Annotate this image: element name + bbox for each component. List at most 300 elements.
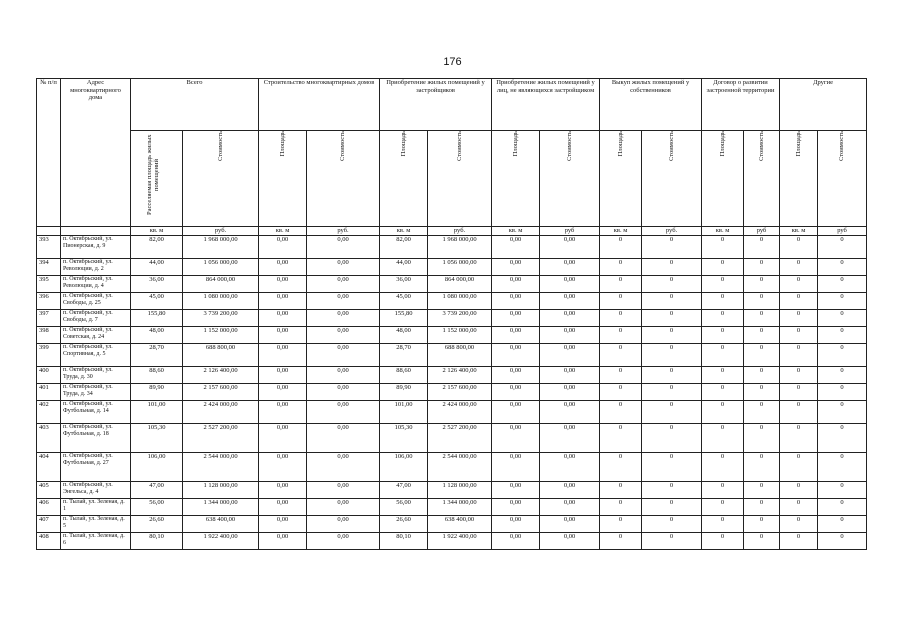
row-cost: 638 400,00: [183, 516, 259, 533]
row-construction-cost: 0,00: [307, 367, 380, 384]
unit-cell: кв. м: [780, 227, 818, 236]
row-cost: 688 800,00: [183, 344, 259, 367]
row-other-purchase-area: 0,00: [492, 453, 540, 482]
row-contract-area: 0: [702, 276, 744, 293]
row-purchase-cost: 1 056 000,00: [428, 259, 492, 276]
row-other-cost: 0: [818, 424, 867, 453]
subheader-cost: Стоимость: [339, 131, 347, 161]
row-other-cost: 0: [818, 453, 867, 482]
row-buyout-area: 0: [600, 424, 642, 453]
row-address: п. Тылай, ул. Зеленая, д. 1: [61, 499, 131, 516]
row-other-purchase-cost: 0,00: [540, 344, 600, 367]
row-area: 36,00: [131, 276, 183, 293]
row-address: п. Октябрьский, ул. Спортивная, д. 5: [61, 344, 131, 367]
row-other-area: 0: [780, 401, 818, 424]
subheader-area: Площадь: [278, 131, 286, 157]
row-other-cost: 0: [818, 499, 867, 516]
row-purchase-area: 155,80: [380, 310, 428, 327]
row-purchase-cost: 1 152 000,00: [428, 327, 492, 344]
row-other-cost: 0: [818, 293, 867, 310]
row-construction-cost: 0,00: [307, 499, 380, 516]
row-buyout-cost: 0: [642, 367, 702, 384]
row-cost: 1 080 000,00: [183, 293, 259, 310]
row-buyout-area: 0: [600, 310, 642, 327]
header-purchase-developer: Приобретение жилых помещений у застройщиков: [380, 79, 492, 131]
row-contract-area: 0: [702, 516, 744, 533]
row-contract-area: 0: [702, 367, 744, 384]
row-buyout-area: 0: [600, 293, 642, 310]
row-contract-cost: 0: [744, 259, 780, 276]
row-contract-cost: 0: [744, 293, 780, 310]
row-other-area: 0: [780, 482, 818, 499]
row-other-cost: 0: [818, 401, 867, 424]
row-area: 26,60: [131, 516, 183, 533]
row-contract-cost: 0: [744, 384, 780, 401]
row-other-cost: 0: [818, 516, 867, 533]
row-area: 80,10: [131, 533, 183, 550]
row-other-cost: 0: [818, 276, 867, 293]
row-contract-cost: 0: [744, 424, 780, 453]
row-buyout-area: 0: [600, 499, 642, 516]
row-contract-cost: 0: [744, 482, 780, 499]
row-address: п. Октябрьский, ул. Свободы, д. 7: [61, 310, 131, 327]
row-contract-area: 0: [702, 482, 744, 499]
row-number: 396: [37, 293, 61, 310]
table-row: [37, 533, 867, 550]
unit-cell: кв. м: [492, 227, 540, 236]
row-number: 399: [37, 344, 61, 367]
row-contract-cost: 0: [744, 499, 780, 516]
row-other-area: 0: [780, 384, 818, 401]
row-area: 105,30: [131, 424, 183, 453]
row-number: 403: [37, 424, 61, 453]
row-contract-area: 0: [702, 384, 744, 401]
subheader-area-resettled: Расселяемая площадь жилых помещений: [145, 134, 160, 216]
subheader-cost: Стоимость: [757, 131, 765, 161]
row-contract-cost: 0: [744, 533, 780, 550]
row-construction-area: 0,00: [259, 453, 307, 482]
table-row: [37, 276, 867, 293]
row-buyout-area: 0: [600, 482, 642, 499]
unit-cell: кв. м: [702, 227, 744, 236]
row-contract-area: 0: [702, 453, 744, 482]
row-contract-area: 0: [702, 236, 744, 259]
row-number: 395: [37, 276, 61, 293]
row-buyout-cost: 0: [642, 384, 702, 401]
row-construction-area: 0,00: [259, 310, 307, 327]
row-number: 393: [37, 236, 61, 259]
row-other-purchase-area: 0,00: [492, 236, 540, 259]
row-number: 400: [37, 367, 61, 384]
unit-cell: кв. м: [600, 227, 642, 236]
row-area: 56,00: [131, 499, 183, 516]
row-cost: 1 128 000,00: [183, 482, 259, 499]
row-construction-area: 0,00: [259, 327, 307, 344]
row-cost: 864 000,00: [183, 276, 259, 293]
row-construction-cost: 0,00: [307, 327, 380, 344]
row-buyout-cost: 0: [642, 453, 702, 482]
row-purchase-area: 80,10: [380, 533, 428, 550]
row-contract-area: 0: [702, 499, 744, 516]
row-address: п. Октябрьский, ул. Революции, д. 4: [61, 276, 131, 293]
unit-cell: руб.: [183, 227, 259, 236]
row-other-area: 0: [780, 259, 818, 276]
row-other-purchase-area: 0,00: [492, 516, 540, 533]
row-purchase-cost: 638 400,00: [428, 516, 492, 533]
row-other-purchase-area: 0,00: [492, 310, 540, 327]
subheader-area: Площадь: [794, 131, 802, 157]
row-buyout-area: 0: [600, 401, 642, 424]
row-contract-cost: 0: [744, 276, 780, 293]
unit-cell: руб.: [428, 227, 492, 236]
table-row: [37, 499, 867, 516]
row-buyout-cost: 0: [642, 499, 702, 516]
row-contract-cost: 0: [744, 367, 780, 384]
subheader-area: Площадь: [399, 131, 407, 157]
row-buyout-cost: 0: [642, 482, 702, 499]
row-purchase-area: 47,00: [380, 482, 428, 499]
row-purchase-area: 28,70: [380, 344, 428, 367]
row-area: 48,00: [131, 327, 183, 344]
unit-cell: руб: [540, 227, 600, 236]
table-row: [37, 367, 867, 384]
row-area: 28,70: [131, 344, 183, 367]
row-other-cost: 0: [818, 327, 867, 344]
row-construction-area: 0,00: [259, 276, 307, 293]
row-construction-area: 0,00: [259, 516, 307, 533]
row-contract-area: 0: [702, 259, 744, 276]
row-construction-cost: 0,00: [307, 259, 380, 276]
row-purchase-area: 101,00: [380, 401, 428, 424]
row-address: п. Октябрьский, ул. Футбольная, д. 18: [61, 424, 131, 453]
row-other-purchase-cost: 0,00: [540, 293, 600, 310]
row-other-area: 0: [780, 533, 818, 550]
row-address: п. Тылай, ул. Зеленая, д. 5: [61, 516, 131, 533]
table-row: [37, 516, 867, 533]
row-other-purchase-cost: 0,00: [540, 482, 600, 499]
row-number: 402: [37, 401, 61, 424]
row-other-purchase-area: 0,00: [492, 482, 540, 499]
row-buyout-cost: 0: [642, 533, 702, 550]
row-cost: 1 344 000,00: [183, 499, 259, 516]
row-contract-area: 0: [702, 310, 744, 327]
row-other-area: 0: [780, 453, 818, 482]
table-row: [37, 482, 867, 499]
row-address: п. Октябрьский, ул. Энгельса, д. 4: [61, 482, 131, 499]
row-other-cost: 0: [818, 236, 867, 259]
row-contract-area: 0: [702, 327, 744, 344]
row-purchase-cost: 2 424 000,00: [428, 401, 492, 424]
table-row: [37, 293, 867, 310]
row-number: 405: [37, 482, 61, 499]
table-row: [37, 424, 867, 453]
row-number: 407: [37, 516, 61, 533]
row-construction-area: 0,00: [259, 499, 307, 516]
row-other-cost: 0: [818, 344, 867, 367]
subheader-cost: Стоимость: [838, 131, 846, 161]
subheader-cost: Стоимость: [667, 131, 675, 161]
row-buyout-cost: 0: [642, 259, 702, 276]
row-buyout-area: 0: [600, 344, 642, 367]
row-other-purchase-area: 0,00: [492, 367, 540, 384]
row-contract-area: 0: [702, 424, 744, 453]
table-row: [37, 344, 867, 367]
row-purchase-cost: 1 128 000,00: [428, 482, 492, 499]
subheader-area: Площадь: [718, 131, 726, 157]
row-other-area: 0: [780, 293, 818, 310]
row-buyout-cost: 0: [642, 401, 702, 424]
row-contract-cost: 0: [744, 310, 780, 327]
row-other-area: 0: [780, 344, 818, 367]
row-other-purchase-area: 0,00: [492, 424, 540, 453]
row-construction-area: 0,00: [259, 259, 307, 276]
row-buyout-area: 0: [600, 516, 642, 533]
row-buyout-cost: 0: [642, 310, 702, 327]
row-purchase-area: 105,30: [380, 424, 428, 453]
row-number: 394: [37, 259, 61, 276]
row-purchase-area: 26,60: [380, 516, 428, 533]
row-other-purchase-cost: 0,00: [540, 453, 600, 482]
header-total: Всего: [131, 79, 259, 131]
row-area: 88,60: [131, 367, 183, 384]
row-cost: 2 424 000,00: [183, 401, 259, 424]
page-number: 176: [443, 56, 462, 68]
header-other: Другие: [780, 79, 867, 131]
table-row: [37, 259, 867, 276]
row-construction-cost: 0,00: [307, 482, 380, 499]
row-buyout-cost: 0: [642, 236, 702, 259]
row-purchase-area: 88,60: [380, 367, 428, 384]
row-purchase-area: 89,90: [380, 384, 428, 401]
row-construction-cost: 0,00: [307, 424, 380, 453]
row-construction-cost: 0,00: [307, 236, 380, 259]
row-construction-area: 0,00: [259, 344, 307, 367]
resettlement-table: [36, 78, 867, 550]
row-other-purchase-cost: 0,00: [540, 499, 600, 516]
row-other-cost: 0: [818, 310, 867, 327]
row-buyout-cost: 0: [642, 424, 702, 453]
row-number: 406: [37, 499, 61, 516]
row-other-purchase-area: 0,00: [492, 327, 540, 344]
subheader-area: Площадь: [616, 131, 624, 157]
row-construction-area: 0,00: [259, 367, 307, 384]
row-construction-cost: 0,00: [307, 293, 380, 310]
row-other-purchase-area: 0,00: [492, 344, 540, 367]
row-buyout-area: 0: [600, 327, 642, 344]
row-purchase-cost: 1 922 400,00: [428, 533, 492, 550]
row-purchase-cost: 864 000,00: [428, 276, 492, 293]
row-other-purchase-cost: 0,00: [540, 327, 600, 344]
row-other-area: 0: [780, 327, 818, 344]
row-area: 155,80: [131, 310, 183, 327]
row-number: 401: [37, 384, 61, 401]
row-other-purchase-area: 0,00: [492, 401, 540, 424]
table-row: [37, 401, 867, 424]
row-contract-cost: 0: [744, 327, 780, 344]
row-buyout-area: 0: [600, 276, 642, 293]
row-purchase-cost: 2 527 200,00: [428, 424, 492, 453]
row-address: п. Октябрьский, ул. Революции, д. 2: [61, 259, 131, 276]
row-buyout-cost: 0: [642, 276, 702, 293]
row-construction-cost: 0,00: [307, 533, 380, 550]
row-address: п. Октябрьский, ул. Футбольная, д. 14: [61, 401, 131, 424]
row-construction-cost: 0,00: [307, 276, 380, 293]
unit-cell: руб: [818, 227, 867, 236]
row-contract-area: 0: [702, 344, 744, 367]
row-address: п. Октябрьский, ул. Советская, д. 24: [61, 327, 131, 344]
row-buyout-cost: 0: [642, 293, 702, 310]
row-other-area: 0: [780, 276, 818, 293]
row-other-purchase-cost: 0,00: [540, 259, 600, 276]
row-other-purchase-area: 0,00: [492, 384, 540, 401]
row-other-purchase-area: 0,00: [492, 293, 540, 310]
row-construction-cost: 0,00: [307, 516, 380, 533]
row-other-cost: 0: [818, 482, 867, 499]
header-address: Адрес многоквартирного дома: [61, 79, 131, 227]
row-other-area: 0: [780, 310, 818, 327]
row-purchase-area: 45,00: [380, 293, 428, 310]
row-purchase-area: 82,00: [380, 236, 428, 259]
row-other-area: 0: [780, 516, 818, 533]
row-purchase-cost: 2 126 400,00: [428, 367, 492, 384]
subheader-area: Площадь: [511, 131, 519, 157]
row-contract-area: 0: [702, 293, 744, 310]
row-cost: 3 739 200,00: [183, 310, 259, 327]
row-contract-cost: 0: [744, 453, 780, 482]
row-purchase-area: 48,00: [380, 327, 428, 344]
row-cost: 2 157 600,00: [183, 384, 259, 401]
row-buyout-cost: 0: [642, 344, 702, 367]
row-buyout-area: 0: [600, 453, 642, 482]
row-purchase-cost: 1 968 000,00: [428, 236, 492, 259]
table-row: [37, 453, 867, 482]
row-other-purchase-area: 0,00: [492, 276, 540, 293]
row-construction-area: 0,00: [259, 236, 307, 259]
row-cost: 2 544 000,00: [183, 453, 259, 482]
row-other-purchase-cost: 0,00: [540, 424, 600, 453]
row-cost: 2 126 400,00: [183, 367, 259, 384]
header-purchase-other: Приобретение жилых помещений у лиц, не являющихся застройщиком: [492, 79, 600, 131]
row-purchase-area: 106,00: [380, 453, 428, 482]
row-other-purchase-cost: 0,00: [540, 516, 600, 533]
row-construction-cost: 0,00: [307, 344, 380, 367]
row-other-purchase-cost: 0,00: [540, 367, 600, 384]
header-contract: Договор о развитии застроенной территории: [702, 79, 780, 131]
row-address: п. Октябрьский, ул. Труда, д. 30: [61, 367, 131, 384]
row-contract-cost: 0: [744, 516, 780, 533]
unit-cell: руб.: [642, 227, 702, 236]
row-number: 398: [37, 327, 61, 344]
row-purchase-cost: 3 739 200,00: [428, 310, 492, 327]
row-buyout-cost: 0: [642, 516, 702, 533]
row-purchase-area: 44,00: [380, 259, 428, 276]
row-buyout-area: 0: [600, 384, 642, 401]
row-purchase-cost: 2 544 000,00: [428, 453, 492, 482]
row-address: п. Октябрьский, ул. Пионерская, д. 9: [61, 236, 131, 259]
row-construction-cost: 0,00: [307, 401, 380, 424]
row-construction-area: 0,00: [259, 424, 307, 453]
row-construction-area: 0,00: [259, 293, 307, 310]
row-cost: 1 968 000,00: [183, 236, 259, 259]
row-contract-area: 0: [702, 533, 744, 550]
row-other-purchase-cost: 0,00: [540, 533, 600, 550]
row-contract-cost: 0: [744, 236, 780, 259]
table-row: [37, 310, 867, 327]
row-purchase-cost: 1 344 000,00: [428, 499, 492, 516]
row-cost: 1 922 400,00: [183, 533, 259, 550]
row-construction-area: 0,00: [259, 384, 307, 401]
row-other-cost: 0: [818, 367, 867, 384]
row-buyout-area: 0: [600, 533, 642, 550]
row-construction-area: 0,00: [259, 482, 307, 499]
row-construction-cost: 0,00: [307, 384, 380, 401]
subheader-cost: Стоимость: [455, 131, 463, 161]
row-contract-cost: 0: [744, 344, 780, 367]
unit-cell: руб: [744, 227, 780, 236]
row-contract-area: 0: [702, 401, 744, 424]
row-buyout-area: 0: [600, 259, 642, 276]
row-buyout-cost: 0: [642, 327, 702, 344]
row-cost: 1 056 000,00: [183, 259, 259, 276]
unit-cell: руб.: [307, 227, 380, 236]
row-area: 44,00: [131, 259, 183, 276]
unit-cell: кв. м: [131, 227, 183, 236]
row-contract-cost: 0: [744, 401, 780, 424]
row-purchase-cost: 2 157 600,00: [428, 384, 492, 401]
row-other-purchase-area: 0,00: [492, 533, 540, 550]
row-address: п. Октябрьский, ул. Свободы, д. 25: [61, 293, 131, 310]
row-cost: 2 527 200,00: [183, 424, 259, 453]
row-purchase-cost: 1 080 000,00: [428, 293, 492, 310]
header-construction: Строительство многоквартирных домов: [259, 79, 380, 131]
unit-cell: кв. м: [259, 227, 307, 236]
row-other-area: 0: [780, 499, 818, 516]
row-buyout-area: 0: [600, 236, 642, 259]
subheader-cost: Стоимость: [565, 131, 573, 161]
row-purchase-area: 36,00: [380, 276, 428, 293]
row-other-area: 0: [780, 367, 818, 384]
row-other-area: 0: [780, 236, 818, 259]
row-area: 106,00: [131, 453, 183, 482]
table-row: [37, 384, 867, 401]
table-row: [37, 236, 867, 259]
row-other-purchase-cost: 0,00: [540, 310, 600, 327]
row-other-purchase-cost: 0,00: [540, 401, 600, 424]
row-construction-cost: 0,00: [307, 453, 380, 482]
row-purchase-area: 56,00: [380, 499, 428, 516]
row-other-area: 0: [780, 424, 818, 453]
row-number: 397: [37, 310, 61, 327]
row-area: 45,00: [131, 293, 183, 310]
header-buyout: Выкуп жилых помещений у собственников: [600, 79, 702, 131]
row-buyout-area: 0: [600, 367, 642, 384]
row-other-cost: 0: [818, 384, 867, 401]
subheader-cost: Стоимость: [216, 131, 224, 161]
row-area: 101,00: [131, 401, 183, 424]
row-other-purchase-cost: 0,00: [540, 236, 600, 259]
row-purchase-cost: 688 800,00: [428, 344, 492, 367]
row-other-purchase-area: 0,00: [492, 499, 540, 516]
row-other-purchase-cost: 0,00: [540, 384, 600, 401]
unit-cell: кв. м: [380, 227, 428, 236]
row-address: п. Октябрьский, ул. Труда, д. 34: [61, 384, 131, 401]
row-other-cost: 0: [818, 259, 867, 276]
row-address: п. Октябрьский, ул. Футбольная, д. 27: [61, 453, 131, 482]
row-area: 89,90: [131, 384, 183, 401]
row-other-purchase-cost: 0,00: [540, 276, 600, 293]
table-row: [37, 327, 867, 344]
header-num: № п/п: [37, 79, 61, 227]
